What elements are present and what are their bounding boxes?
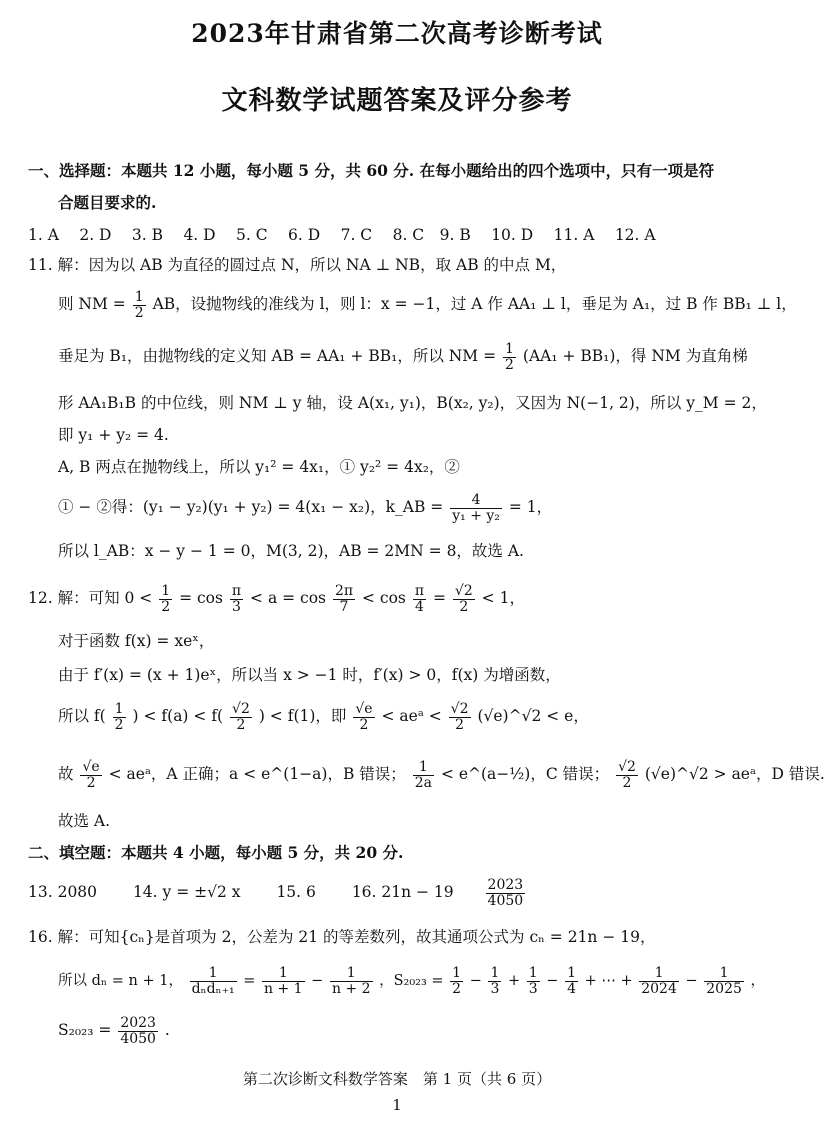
q12-l5-b: < aeᵃ，A 正确；a < e^(1−a)，B 错误； — [108, 765, 406, 784]
q12-frac-g2 — [230, 702, 252, 732]
q12-g2-den: 2 — [236, 716, 246, 733]
q12-g3-den: 2 — [359, 716, 369, 733]
q16-frac-k7 — [565, 966, 578, 996]
section1-heading: 一、选择题：本题共 12 小题，每小题 5 分，共 60 分. 在每小题给出的四个选项中，只有一项是符 — [28, 161, 715, 180]
q12-f2-den: 3 — [232, 598, 241, 615]
q12-g2-num: √2 — [232, 701, 250, 717]
q16-m1-den: 4050 — [120, 1030, 156, 1047]
q12-frac-g4 — [449, 702, 471, 732]
q16-k7-den: 4 — [567, 980, 576, 997]
q11-line7-text-a: ① − ②得：(y₁ − y₂)(y₁ + y₂) = 4(x₁ − x₂)，k_AB = — [58, 498, 444, 517]
q11-line2-text-b: AB，设抛物线的准线为 l，则 l：x = −1，过 A 作 AA₁ ⊥ l，垂足为 A₁，过 B 作 BB₁ ⊥ l， — [152, 295, 797, 314]
q12-l4-c: ) < f(1)，即 — [258, 707, 347, 726]
q11-line1: 11. 解：因为以 AB 为直径的圆过点 N，所以 NA ⊥ NB，取 AB 的中点 M， — [28, 256, 567, 274]
q12-h3-den: 2 — [622, 774, 632, 791]
q12-l1-a: 12. 解：可知 0 < — [28, 589, 153, 608]
q12-f4-den: 4 — [414, 598, 424, 615]
q16-k3-den: n + 2 — [331, 980, 371, 997]
q12-g1-den: 2 — [114, 716, 124, 733]
ans16-num: 2023 — [487, 877, 524, 893]
q11-line7 — [58, 493, 552, 523]
q11-fraction-half-2 — [503, 342, 516, 372]
q16-k5-num: 1 — [490, 965, 500, 981]
q11-line3-text-b: (AA₁ + BB₁)，得 NM 为直角梯 — [522, 347, 748, 366]
q12-g1-num: 1 — [114, 701, 124, 717]
q16-k4-num: 1 — [452, 965, 462, 981]
section1-answers: 1. A 2. D 3. B 4. D 5. C 6. D 7. C 8. C 9. B 10. D 11. A 12. A — [28, 226, 656, 244]
q11-frac-den: 2 — [134, 304, 144, 321]
q16-frac-k3 — [330, 966, 373, 996]
q11-line8: 所以 l_AB：x − y − 1 = 0，M(3, 2)，AB = 2MN = 8，故选 A. — [58, 542, 524, 560]
q12-f1-num: 1 — [161, 583, 171, 599]
q12-line6: 故选 A. — [58, 812, 111, 830]
q11-frac2-den: 2 — [505, 356, 514, 373]
q12-line4 — [58, 702, 589, 732]
q12-h1-num: √e — [82, 759, 100, 775]
q16-frac-k4 — [450, 966, 463, 996]
q16-k5-den: 3 — [490, 980, 500, 997]
q12-l5-c: < e^(a−½)，C 错误； — [440, 765, 610, 784]
q12-l1-b: = cos — [179, 589, 223, 608]
ans16-den: 4050 — [487, 892, 524, 909]
q11-frac3-den: y₁ + y₂ — [452, 507, 500, 524]
q11-line7-text-b: = 1， — [508, 498, 553, 517]
q12-frac-g1 — [113, 702, 126, 732]
section1-heading-cont: 合题目要求的. — [58, 193, 157, 212]
q16-k2-den: n + 1 — [264, 980, 303, 997]
q16-l2-c: − — [311, 973, 324, 990]
page-footer: 第二次诊断文科数学答案 第 1 页（共 6 页） — [242, 1070, 552, 1088]
q12-f3-den: 7 — [339, 598, 349, 615]
q16-frac-k1 — [190, 966, 237, 996]
q11-fraction-half — [133, 290, 146, 320]
q12-frac-2 — [230, 584, 243, 614]
q16-frac-m1 — [118, 1016, 158, 1046]
ans16-fraction — [486, 878, 526, 908]
q11-frac3-num: 4 — [450, 493, 502, 509]
q16-l2-h: + ⋯ + — [584, 973, 633, 990]
q12-l5-d: (√e)^√2 > aeᵃ，D 错误. — [644, 765, 825, 784]
q16-k7-num: 1 — [567, 965, 576, 981]
q16-l2-f: + — [508, 973, 521, 990]
q12-frac-h1 — [80, 760, 101, 790]
q16-l3-b: . — [164, 1021, 170, 1040]
q12-f3-num: 2π — [334, 583, 354, 599]
q12-l1-f: < 1， — [481, 589, 525, 608]
section2-answers — [28, 878, 527, 908]
q12-l5-a: 故 — [58, 765, 74, 784]
q16-k2-num: 1 — [262, 966, 305, 982]
q16-l3-a: S₂₀₂₃ = — [58, 1021, 112, 1040]
q12-h3-num: √2 — [618, 759, 636, 775]
q16-k1-den: dₙdₙ₊₁ — [191, 980, 235, 997]
q16-frac-k2 — [262, 966, 305, 996]
q16-l2-a: 所以 dₙ = n + 1， — [58, 973, 183, 990]
q12-h2-den: 2a — [414, 774, 432, 791]
page-title: 2023年甘肃省第二次高考诊断考试 — [191, 19, 603, 48]
q16-l2-g: − — [546, 973, 559, 990]
q16-k1-num: 1 — [190, 966, 237, 982]
q12-frac-5 — [453, 584, 475, 614]
q12-l4-d: < aeᵃ < — [381, 707, 442, 726]
q16-k9-den: 2025 — [706, 980, 742, 997]
q16-k4-den: 2 — [452, 980, 462, 997]
q12-line2: 对于函数 f(x) = xeˣ， — [58, 632, 215, 650]
q16-k9-num: 1 — [704, 966, 744, 982]
q11-fraction-slope — [450, 493, 502, 523]
q16-k3-num: 1 — [330, 966, 373, 982]
q16-frac-k5 — [488, 966, 501, 996]
page-subtitle: 文科数学试题答案及评分参考 — [221, 86, 573, 116]
q12-l4-a: 所以 f( — [58, 707, 106, 726]
q12-l1-d: < cos — [362, 589, 406, 608]
q12-frac-3 — [333, 584, 355, 614]
q16-k8-den: 2024 — [641, 980, 677, 997]
q16-frac-k6 — [527, 966, 540, 996]
q11-line3 — [58, 342, 748, 372]
q12-l4-e: (√e)^√2 < e， — [477, 707, 589, 726]
q12-frac-4 — [413, 584, 426, 614]
q16-m1-num: 2023 — [120, 1015, 156, 1031]
q16-l2-d: ，S₂₀₂₃ = — [379, 973, 444, 990]
q12-line1 — [28, 584, 525, 614]
q11-frac2-num: 1 — [505, 341, 514, 357]
q16-frac-k8 — [639, 966, 679, 996]
q16-l2-i: − — [685, 973, 698, 990]
q12-frac-1 — [159, 584, 172, 614]
q12-f5-den: 2 — [459, 598, 469, 615]
q12-g3-num: √e — [355, 701, 373, 717]
q12-frac-h2 — [413, 760, 434, 790]
q12-f4-num: π — [414, 583, 425, 599]
q12-g4-num: √2 — [450, 701, 469, 717]
q12-l1-e: = — [432, 589, 446, 608]
q11-line4: 形 AA₁B₁B 的中位线，则 NM ⊥ y 轴，设 A(x₁, y₁)，B(x₂, y₂)，又因为 N(−1, 2)，所以 y_M = 2， — [58, 394, 767, 412]
q12-l4-b: ) < f(a) < f( — [132, 707, 224, 726]
q12-f2-num: π — [231, 583, 242, 599]
q16-l2-b: = — [243, 973, 256, 990]
q12-g4-den: 2 — [455, 716, 465, 733]
q12-h2-num: 1 — [413, 760, 434, 776]
q11-line2 — [58, 290, 797, 320]
q12-frac-h3 — [616, 760, 638, 790]
q16-k8-num: 1 — [639, 966, 679, 982]
q12-f1-den: 2 — [161, 598, 171, 615]
q12-line3: 由于 f′(x) = (x + 1)eˣ，所以当 x > −1 时，f′(x) > 0，f(x) 为增函数， — [58, 666, 561, 684]
q11-frac-num: 1 — [134, 289, 144, 305]
q11-line3-text-a: 垂足为 B₁，由抛物线的定义知 AB = AA₁ + BB₁，所以 NM = — [58, 347, 497, 366]
q16-line3 — [58, 1016, 170, 1046]
q12-frac-g3 — [353, 702, 374, 732]
section2-heading: 二、填空题：本题共 4 小题，每小题 5 分，共 20 分. — [28, 843, 404, 862]
q16-l2-j: ， — [750, 973, 765, 990]
q12-f5-num: √2 — [454, 583, 473, 599]
q16-line2 — [58, 966, 765, 996]
q12-line5 — [58, 760, 825, 790]
q11-line5: 即 y₁ + y₂ = 4. — [58, 426, 169, 444]
q12-l1-c: < a = cos — [250, 589, 327, 608]
q16-k6-den: 3 — [528, 980, 538, 997]
q16-l2-e: − — [469, 973, 482, 990]
q16-k6-num: 1 — [528, 965, 538, 981]
q11-line2-text-a: 则 NM = — [58, 295, 126, 314]
section2-answers-text: 13. 2080 14. y = ±√2 x 15. 6 16. 21n − 19 — [28, 883, 454, 902]
q16-frac-k9 — [704, 966, 744, 996]
q11-line6: A, B 两点在抛物线上，所以 y₁² = 4x₁，① y₂² = 4x₂，② — [58, 458, 460, 476]
page-number: 1 — [392, 1096, 402, 1114]
q16-line1: 16. 解：可知{cₙ}是首项为 2，公差为 21 的等差数列，故其通项公式为 cₙ = 21n − 19， — [28, 928, 656, 946]
q12-h1-den: 2 — [86, 774, 96, 791]
